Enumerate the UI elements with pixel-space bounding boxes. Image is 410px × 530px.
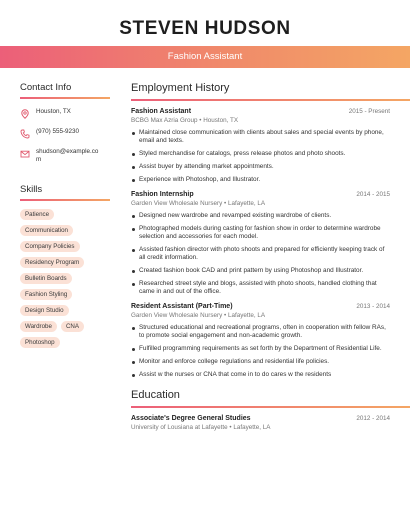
separator-dot: • xyxy=(229,424,234,431)
job-title: Resident Assistant (Part-Time) xyxy=(131,303,233,310)
employment-divider xyxy=(131,99,410,101)
right-column xyxy=(131,82,390,431)
skill-pill: Wardrobe xyxy=(20,321,57,332)
job-employer-line xyxy=(131,200,390,207)
job-employer-line xyxy=(131,312,390,319)
job-title: Fashion Assistant xyxy=(131,108,192,115)
contact-divider xyxy=(20,97,110,99)
job-dates: 2013 - 2014 xyxy=(356,303,390,310)
skill-pill: Patience xyxy=(20,209,54,220)
job-entry xyxy=(131,108,390,184)
job-dates: 2014 - 2015 xyxy=(356,191,390,198)
job-dates: 2015 - Present xyxy=(348,108,390,115)
education-entry xyxy=(131,415,390,431)
job-bullet: Monitor and enforce college regulations and residential life policies. xyxy=(131,358,390,366)
separator-dot: • xyxy=(223,312,228,319)
skills-divider xyxy=(20,199,110,201)
skill-pill: Design Studio xyxy=(20,305,69,316)
job-bullet: Photographed models during casting for fashion show in order to determine wardrobe selection and accessories for each model. xyxy=(131,225,390,241)
education-dates: 2012 - 2014 xyxy=(356,415,390,422)
skill-pill: Company Policies xyxy=(20,241,80,252)
contact-phone-text: (970) 555-9230 xyxy=(36,128,80,135)
phone-icon xyxy=(20,129,30,139)
contact-email-text[interactable]: shudson@example.com xyxy=(36,148,99,163)
job-bullet: Fulfilled programming requirements as set forth by the Department of Residential Life. xyxy=(131,345,390,353)
skill-pill: Communication xyxy=(20,225,73,236)
employment-heading: Employment History xyxy=(131,82,230,94)
job-employer: Garden View Wholesale Nursery xyxy=(131,200,223,207)
job-entry xyxy=(131,303,390,379)
job-bullet: Assist buyer by attending market appointments. xyxy=(131,163,390,171)
degree-title: Associate's Degree General Studies xyxy=(131,415,251,422)
job-bullets xyxy=(131,212,390,296)
separator-dot: • xyxy=(223,200,228,207)
job-employer: Garden View Wholesale Nursery xyxy=(131,312,223,319)
job-employer-line xyxy=(131,117,390,124)
job-bullet: Researched street style and blogs, assisted with photo shoots, handled clothing that came in and out of the office. xyxy=(131,280,390,296)
contact-phone xyxy=(20,128,112,139)
job-bullet: Assisted fashion director with photo shoots and prepared for efficiently keeping track of all credit information. xyxy=(131,246,390,262)
job-title-banner-text: Fashion Assistant xyxy=(167,51,243,62)
education-heading: Education xyxy=(131,389,180,401)
candidate-name: STEVEN HUDSON xyxy=(119,18,291,39)
job-location: Lafayette, LA xyxy=(227,200,266,207)
job-bullet: Experience with Photoshop, and Illustrator. xyxy=(131,176,390,184)
job-bullets xyxy=(131,324,390,379)
contact-heading: Contact Info xyxy=(20,82,72,93)
job-bullet: Created fashion book CAD and print pattern by using Photoshop and Illustrator. xyxy=(131,267,390,275)
skill-pill: Photoshop xyxy=(20,337,60,348)
job-bullet: Assist w the nurses or CNA that come in to do cares w the residents xyxy=(131,371,390,379)
skill-pill: CNA xyxy=(61,321,84,332)
title-banner xyxy=(0,46,410,68)
education-divider xyxy=(131,406,410,408)
school-location: Lafayette, LA xyxy=(233,424,271,431)
skills-list xyxy=(20,209,112,353)
skill-pill: Fashion Styling xyxy=(20,289,72,300)
job-employer: BCBG Max Azria Group xyxy=(131,117,198,124)
left-column xyxy=(20,82,112,353)
skill-pill: Residency Program xyxy=(20,257,84,268)
contact-location xyxy=(20,108,112,119)
job-location: Lafayette, LA xyxy=(227,312,266,319)
separator-dot: • xyxy=(199,117,204,124)
job-bullet: Structured educational and recreational programs, often in cooperation with fellow RAs, to promote social engagement and non-academic growth. xyxy=(131,324,390,340)
job-bullets xyxy=(131,129,390,184)
location-pin-icon xyxy=(20,109,30,119)
school-line xyxy=(131,424,390,431)
job-title: Fashion Internship xyxy=(131,191,194,198)
skills-heading: Skills xyxy=(20,184,43,195)
contact-location-text: Houston, TX xyxy=(36,108,71,115)
school-name: University of Lousiana at Lafayette xyxy=(131,424,228,431)
job-entry xyxy=(131,191,390,296)
job-bullet: Styled merchandise for catalogs, press release photos and photo shoots. xyxy=(131,150,390,158)
contact-email xyxy=(20,148,112,164)
envelope-icon xyxy=(20,149,30,159)
job-location: Houston, TX xyxy=(203,117,239,124)
job-bullet: Maintained close communication with clients about sales and special events by phone, email and texts. xyxy=(131,129,390,145)
job-bullet: Designed new wardrobe and revamped existing wardrobe of clients. xyxy=(131,212,390,220)
skill-pill: Bulletin Boards xyxy=(20,273,72,284)
